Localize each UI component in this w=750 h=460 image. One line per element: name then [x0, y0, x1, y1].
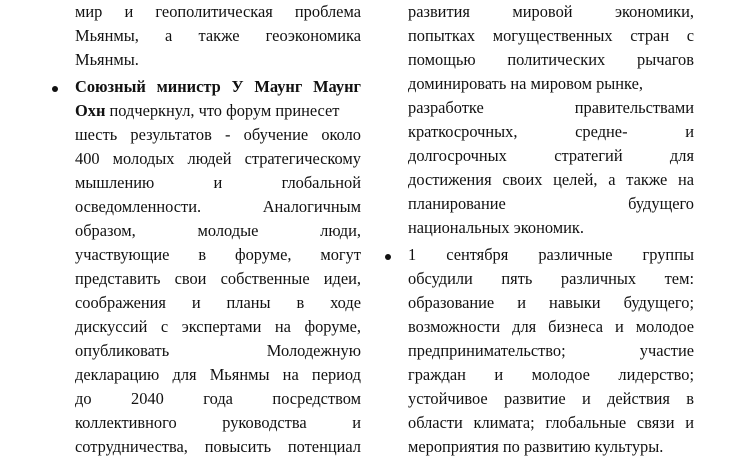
text-line: мероприятия по развитию культуры.	[408, 437, 664, 456]
text-line: национальных экономик.	[408, 218, 584, 237]
text-line: осведомленности. Аналогичным	[75, 197, 361, 216]
text-line: Мьянмы.	[75, 50, 139, 69]
text-line: краткосрочных, средне- и	[408, 122, 694, 141]
text-line: граждан и молодое лидерство;	[408, 365, 694, 384]
text-line: участвующие в форуме, могут	[75, 245, 361, 264]
text-line: устойчивое развитие и действия в	[408, 389, 694, 408]
text-line: шесть результатов - обучение около	[75, 125, 361, 144]
text-line: попытках могущественных стран с	[408, 26, 694, 45]
text-line: доминировать на мировом рынке,	[408, 74, 643, 93]
text-line: разработке правительствами	[408, 98, 694, 117]
text-line: опубликовать Молодежную	[75, 341, 361, 360]
text-line: 1 сентября различные группы	[408, 245, 694, 264]
text-line: помощью политических рычагов	[408, 50, 694, 69]
text-line: развития мировой экономики,	[408, 2, 694, 21]
text-line: образом, молодые люди,	[75, 221, 361, 240]
text-line	[75, 99, 361, 123]
text-line: сотрудничества, повысить потенциал	[75, 437, 361, 456]
text-line: образование и навыки будущего;	[408, 293, 694, 312]
text-line: области климата; глобальные связи и	[408, 413, 694, 432]
text-line: дискуссий с экспертами на форуме,	[75, 317, 361, 336]
text-line: представить свои собственные идеи,	[75, 269, 361, 288]
text-line	[75, 75, 361, 99]
bullet-icon	[385, 254, 391, 260]
text-line: декларацию для Мьянмы на период	[75, 365, 361, 384]
text-line: Мьянмы, а также геоэкономика	[75, 26, 361, 45]
text-line: мышлению и глобальной	[75, 173, 361, 192]
text-line: обсудили пять различных тем:	[408, 269, 694, 288]
bullet-icon	[52, 86, 58, 92]
text-line: соображения и планы в ходе	[75, 293, 361, 312]
text-line: 400 молодых людей стратегическому	[75, 149, 361, 168]
text-line: до 2040 года посредством	[75, 389, 361, 408]
text-line: возможности для бизнеса и молодое	[408, 317, 694, 336]
minister-name-cont: Охн	[75, 101, 106, 120]
text-line: достижения своих целей, а также на	[408, 170, 694, 189]
text-line: коллективного руководства и	[75, 413, 361, 432]
text-line: мир и геополитическая проблема	[75, 2, 361, 21]
minister-name: Союзный министр У Маунг Маунг	[75, 77, 361, 96]
text-line: предпринимательство; участие	[408, 341, 694, 360]
text-fragment: подчеркнул, что форум принесет	[105, 101, 340, 120]
text-line: планирование будущего	[408, 194, 694, 213]
text-line: долгосрочных стратегий для	[408, 146, 694, 165]
